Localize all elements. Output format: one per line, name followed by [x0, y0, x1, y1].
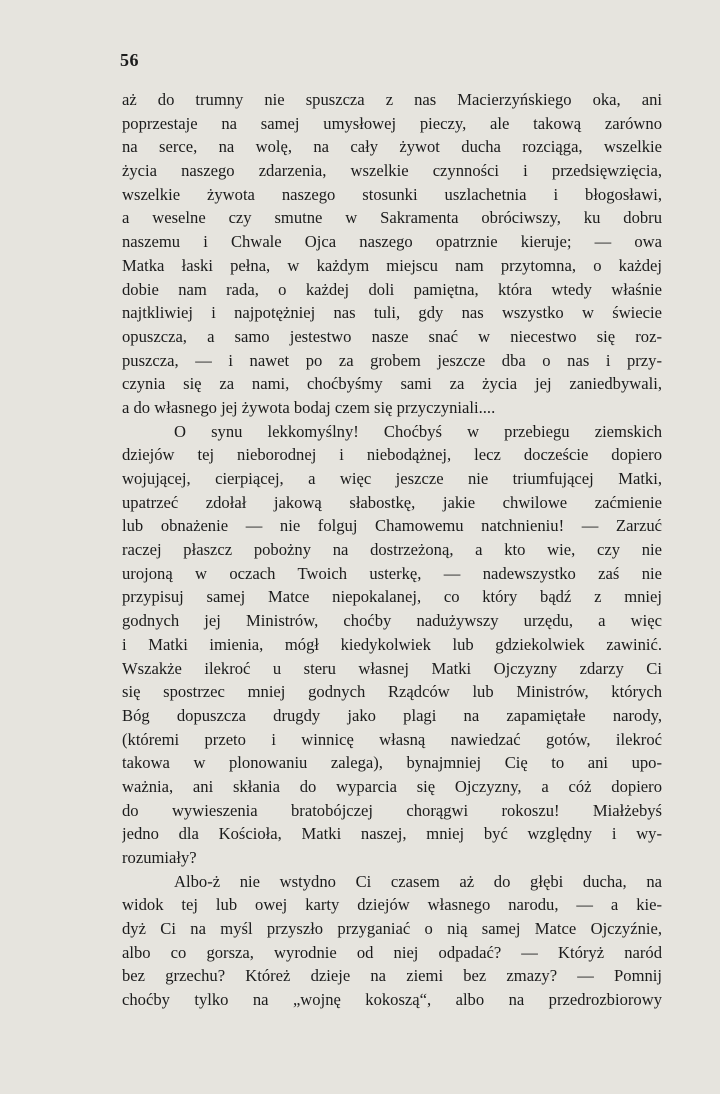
text-line: Wszakże ilekroć u steru własnej Matki Ojczyzny zdarzy Ci [122, 658, 662, 678]
text-line: na serce, na wolę, na cały żywot ducha rozciąga, wszelkie [122, 137, 662, 157]
text-line: Albo-ż nie wstydno Ci czasem aż do głębi ducha, na [174, 871, 662, 891]
text-line: upatrzeć zdołał jakową słabostkę, jakie chwilowe zaćmienie [122, 492, 662, 512]
text-line: rozumiały? [122, 848, 197, 867]
text-line: puszcza, — i nawet po za grobem jeszcze dba o nas i przy- [122, 350, 662, 370]
text-line: przypisuj samej Matce niepokalanej, co który bądź z mniej [122, 587, 662, 607]
text-line: życia naszego zdarzenia, wszelkie czynności i przedsięwzięcia, [122, 161, 662, 181]
text-line: naszemu i Chwale Ojca naszego opatrznie kieruje; — owa [122, 232, 662, 252]
text-line: czynia się za nami, choćbyśmy sami za życia jej zaniedbywali, [122, 374, 662, 394]
text-line: Bóg dopuszcza drugdy jako plagi na zapamiętałe narody, [122, 705, 662, 725]
text-line: choćby tylko na „wojnę kokoszą“, albo na przedrozbiorowy [122, 990, 662, 1010]
text-line: się spostrzec mniej godnych Rządców lub Ministrów, których [122, 682, 662, 702]
text-line: dziejów tej nieborodnej i niebodążnej, lecz doczeście dopiero [122, 445, 662, 465]
text-line: widok tej lub owej karty dziejów własnego narodu, — a kie- [122, 895, 662, 915]
text-line: i Matki imienia, mógł kiedykolwiek lub gdziekolwiek zawinić. [122, 634, 662, 654]
text-line: najtkliwiej i najpotężniej nas tuli, gdy nas wszystko w świecie [122, 303, 662, 323]
text-line: raczej płaszcz pobożny na dostrzeżoną, a kto wie, czy nie [122, 540, 662, 560]
text-line: lub obnażenie — nie folguj Chamowemu natchnieniu! — Zarzuć [122, 516, 662, 536]
text-line: O synu lekkomyślny! Choćbyś w przebiegu ziemskich [174, 421, 662, 441]
text-line: dobie nam rada, o każdej doli pamiętna, która wtedy właśnie [122, 279, 662, 299]
text-line: bez grzechu? Któreż dzieje na ziemi bez zmazy? — Pomnij [122, 966, 662, 986]
text-line: wszelkie żywota naszego stosunki uszlachetnia i błogosławi, [122, 184, 662, 204]
text-line: Matka łaski pełna, w każdym miejscu nam przytomna, o każdej [122, 255, 662, 275]
text-line: urojoną w oczach Twoich usterkę, — nadewszystko zaś nie [122, 563, 662, 583]
text-line: albo co gorsza, wyrodnie od niej odpadać? — Któryż naród [122, 942, 662, 962]
text-line: jedno dla Kościoła, Matki naszej, mniej być względny i wy- [122, 824, 662, 844]
page-text-body [122, 88, 662, 1012]
text-line: godnych jej Ministrów, choćby nadużywszy urzędu, a więc [122, 611, 662, 631]
text-line: a weselne czy smutne w Sakramenta obróciwszy, ku dobru [122, 208, 662, 228]
text-line: dyż Ci na myśl przyszło przyganiać o nią samej Matce Ojczyźnie, [122, 919, 662, 939]
text-line: poprzestaje na samej umysłowej pieczy, ale takową zarówno [122, 113, 662, 133]
text-line: do wywieszenia bratobójczej chorągwi rokoszu! Miałżebyś [122, 800, 662, 820]
text-line: takowa w plonowaniu zalega), bynajmniej Cię to ani upo- [122, 753, 662, 773]
page-number: 56 [120, 50, 139, 70]
text-line: aż do trumny nie spuszcza z nas Macierzyńskiego oka, ani [122, 90, 662, 109]
text-line: opuszcza, a samo jestestwo nasze snać w niecestwo się roz- [122, 326, 662, 346]
text-line: ważnia, ani skłania do wyparcia się Ojczyzny, a cóż dopiero [122, 776, 662, 796]
text-line: a do własnego jej żywota bodaj czem się przyczyniali.... [122, 397, 496, 417]
text-line: (któremi przeto i winnicę własną nawiedzać gotów, ilekroć [122, 729, 662, 749]
text-line: wojującej, cierpiącej, a więc jeszcze nie triumfującej Matki, [122, 469, 662, 488]
